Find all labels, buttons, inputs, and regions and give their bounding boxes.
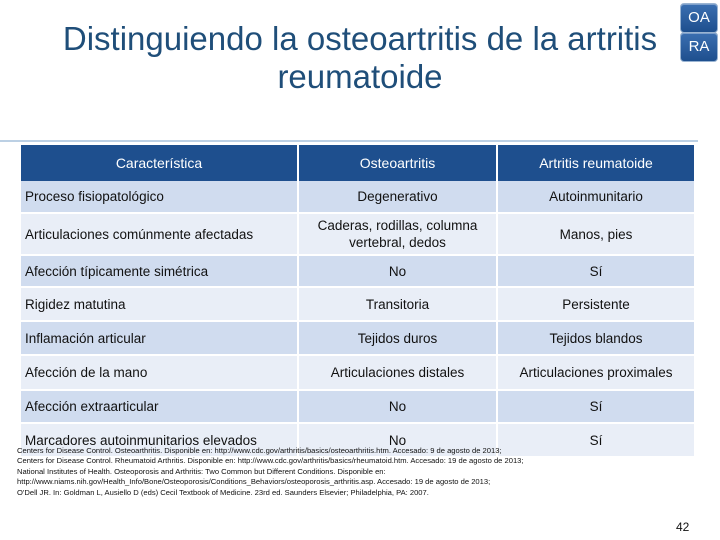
row-oa-value: Articulaciones distales — [298, 355, 497, 390]
row-oa-value: Degenerativo — [298, 181, 497, 213]
reference-item: National Institutes of Health. Osteoporosis and Arthritis: Two Common but Different Conditions. Disponible en: — [17, 466, 386, 476]
row-oa-value: No — [298, 390, 497, 423]
row-feature: Rigidez matutina — [21, 287, 298, 321]
row-ra-value: Manos, pies — [497, 213, 695, 255]
oa-badge-button[interactable]: OA — [680, 3, 718, 33]
row-oa-value: Caderas, rodillas, columna vertebral, dedos — [298, 213, 497, 255]
row-feature: Articulaciones comúnmente afectadas — [21, 213, 298, 255]
page-number: 42 — [676, 520, 690, 534]
row-ra-value: Tejidos blandos — [497, 321, 695, 355]
row-feature: Proceso fisiopatológico — [21, 181, 298, 213]
slide-title: Distinguiendo la osteoartritis de la artritis reumatoide — [62, 20, 658, 95]
reference-item: O'Dell JR. In: Goldman L, Ausiello D (eds) Cecil Textbook of Medicine. 23rd ed. Saunders Elsevier; Philadelphia, PA: 2007. — [17, 487, 429, 497]
row-feature: Afección de la mano — [21, 355, 298, 390]
row-feature: Inflamación articular — [21, 321, 298, 355]
header-artritis-reumatoide: Artritis reumatoide — [497, 145, 695, 181]
row-feature: Afección típicamente simétrica — [21, 255, 298, 287]
table-row — [21, 181, 695, 213]
row-ra-value: Sí — [497, 255, 695, 287]
row-oa-value: No — [298, 255, 497, 287]
row-ra-value: Sí — [497, 390, 695, 423]
row-oa-value: Transitoria — [298, 287, 497, 321]
row-oa-value: No — [298, 423, 497, 457]
reference-item: http://www.niams.nih.gov/Health_Info/Bone/Osteoporosis/Conditions_Behaviors/osteoporosis_arthritis.asp. Accesado: 19 de agosto de 2013; — [17, 477, 491, 487]
title-divider — [0, 140, 698, 142]
table-row — [21, 390, 695, 423]
row-feature: Afección extraarticular — [21, 390, 298, 423]
header-caracteristica: Característica — [21, 145, 298, 181]
table-row — [21, 213, 695, 255]
table-row — [21, 355, 695, 390]
row-ra-value: Articulaciones proximales — [497, 355, 695, 390]
ra-badge-button[interactable]: RA — [680, 32, 718, 62]
row-ra-value: Persistente — [497, 287, 695, 321]
table-row — [21, 321, 695, 355]
references — [17, 446, 657, 498]
header-osteoartritis: Osteoartritis — [298, 145, 497, 181]
table-header-row — [21, 145, 695, 181]
comparison-table — [21, 145, 696, 458]
table-row — [21, 255, 695, 287]
row-feature: Marcadores autoinmunitarios elevados — [21, 423, 298, 457]
table-row — [21, 287, 695, 321]
reference-item: Centers for Disease Control. Osteoarthritis. Disponible en: http://www.cdc.gov/arthritis/basics/osteoarthritis.htm. Accesado: 9 de agosto de 2013; — [17, 446, 502, 455]
row-ra-value: Sí — [497, 423, 695, 457]
row-ra-value: Autoinmunitario — [497, 181, 695, 213]
row-oa-value: Tejidos duros — [298, 321, 497, 355]
reference-item: Centers for Disease Control. Rheumatoid Arthritis. Disponible en: http://www.cdc.gov/arthritis/basics/rheumatoid.htm. Accesado: 19 de agosto de 2013; — [17, 456, 524, 466]
